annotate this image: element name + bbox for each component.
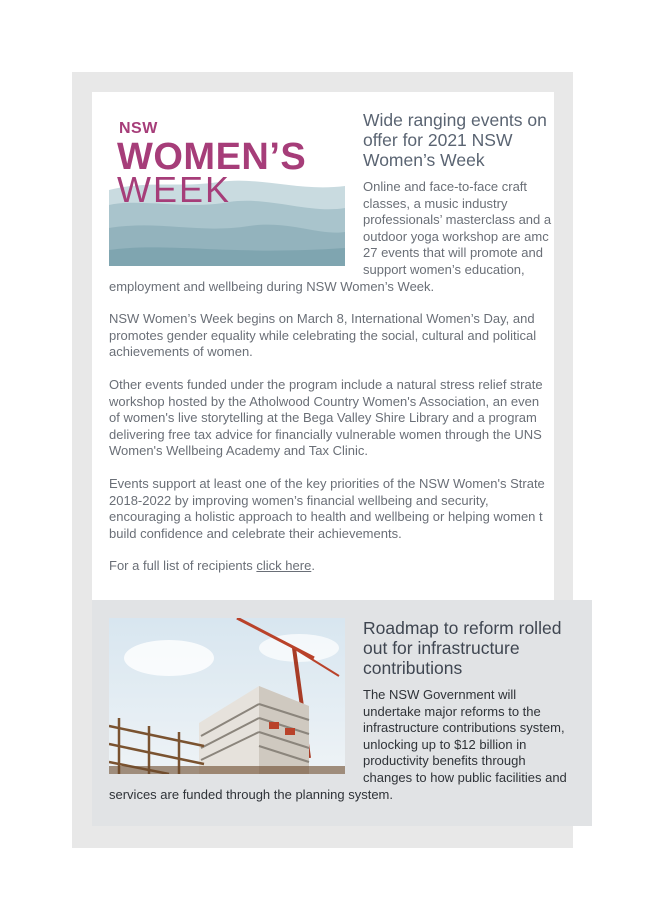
construction-illustration bbox=[109, 618, 345, 774]
title-line: out for infrastructure bbox=[363, 638, 520, 658]
construction-photo bbox=[109, 618, 345, 774]
womens-week-logo-image bbox=[109, 110, 345, 266]
title-line: Roadmap to reform rolled bbox=[363, 618, 562, 638]
text-line: encouraging a holistic approach to health and wellbeing or helping women t bbox=[109, 509, 543, 525]
text-line: employment and wellbeing during NSW Women’s Week. bbox=[109, 278, 435, 294]
text-line: Other events funded under the program include a natural stress relief strate bbox=[109, 376, 543, 392]
text-line: workshop hosted by the Atholwood Country Women's Association, an even bbox=[109, 393, 540, 409]
text-line: classes, a music industry bbox=[363, 195, 508, 211]
text-line: Online and face-to-face craft bbox=[363, 179, 528, 194]
article-paragraph-4 bbox=[109, 476, 554, 542]
text-line: services are funded through the planning system. bbox=[109, 786, 394, 802]
text-line: unlocking up to $12 billion in bbox=[363, 736, 527, 752]
recipients-suffix: . bbox=[311, 558, 315, 574]
text-line: infrastructure contributions system, bbox=[363, 720, 565, 736]
article-infrastructure bbox=[92, 600, 592, 826]
text-line: support women’s education, bbox=[363, 261, 525, 277]
text-line: productivity benefits through bbox=[363, 753, 526, 769]
article-womens-week bbox=[92, 92, 554, 600]
logo-week-text: WEEK bbox=[117, 169, 232, 210]
text-line: Women's Wellbeing Academy and Tax Clinic. bbox=[109, 443, 368, 459]
text-line: outdoor yoga workshop are amc bbox=[363, 228, 549, 244]
text-line: build confidence and celebrate their achievements. bbox=[109, 525, 402, 541]
text-line: promotes gender equality while celebrating the social, cultural and political bbox=[109, 327, 537, 343]
text-line: 27 events that will promote and bbox=[363, 245, 543, 261]
text-line: Events support at least one of the key priorities of the NSW Women's Strate bbox=[109, 475, 545, 491]
text-line: 2018-2022 by improving women’s financial wellbeing and security, bbox=[109, 492, 489, 508]
text-line: The NSW Government will bbox=[363, 687, 517, 702]
title-line: Wide ranging events on bbox=[363, 110, 547, 130]
recipients-prefix: For a full list of recipients bbox=[109, 558, 257, 574]
title-line: Women’s Week bbox=[363, 150, 485, 170]
logo-womens-text: WOMEN’S bbox=[117, 136, 307, 178]
text-line: professionals’ masterclass and a bbox=[363, 212, 552, 228]
logo-nsw-text: NSW bbox=[119, 120, 158, 137]
text-line: NSW Women’s Week begins on March 8, International Women’s Day, and bbox=[109, 311, 535, 327]
text-line: of women's live storytelling at the Bega Valley Shire Library and a program bbox=[109, 410, 537, 426]
text-line: changes to how public facilities and bbox=[363, 769, 567, 785]
recipients-line bbox=[109, 558, 554, 575]
article-paragraph-2 bbox=[109, 311, 554, 361]
text-line: achievements of women. bbox=[109, 344, 253, 360]
click-here-link[interactable]: click here bbox=[256, 558, 312, 574]
title-line: contributions bbox=[363, 658, 463, 678]
text-line: delivering free tax advice for financially vulnerable women through the UNS bbox=[109, 426, 542, 442]
title-line: offer for 2021 NSW bbox=[363, 130, 513, 150]
text-line: undertake major reforms to the bbox=[363, 703, 541, 719]
article-paragraph-3 bbox=[109, 377, 554, 460]
